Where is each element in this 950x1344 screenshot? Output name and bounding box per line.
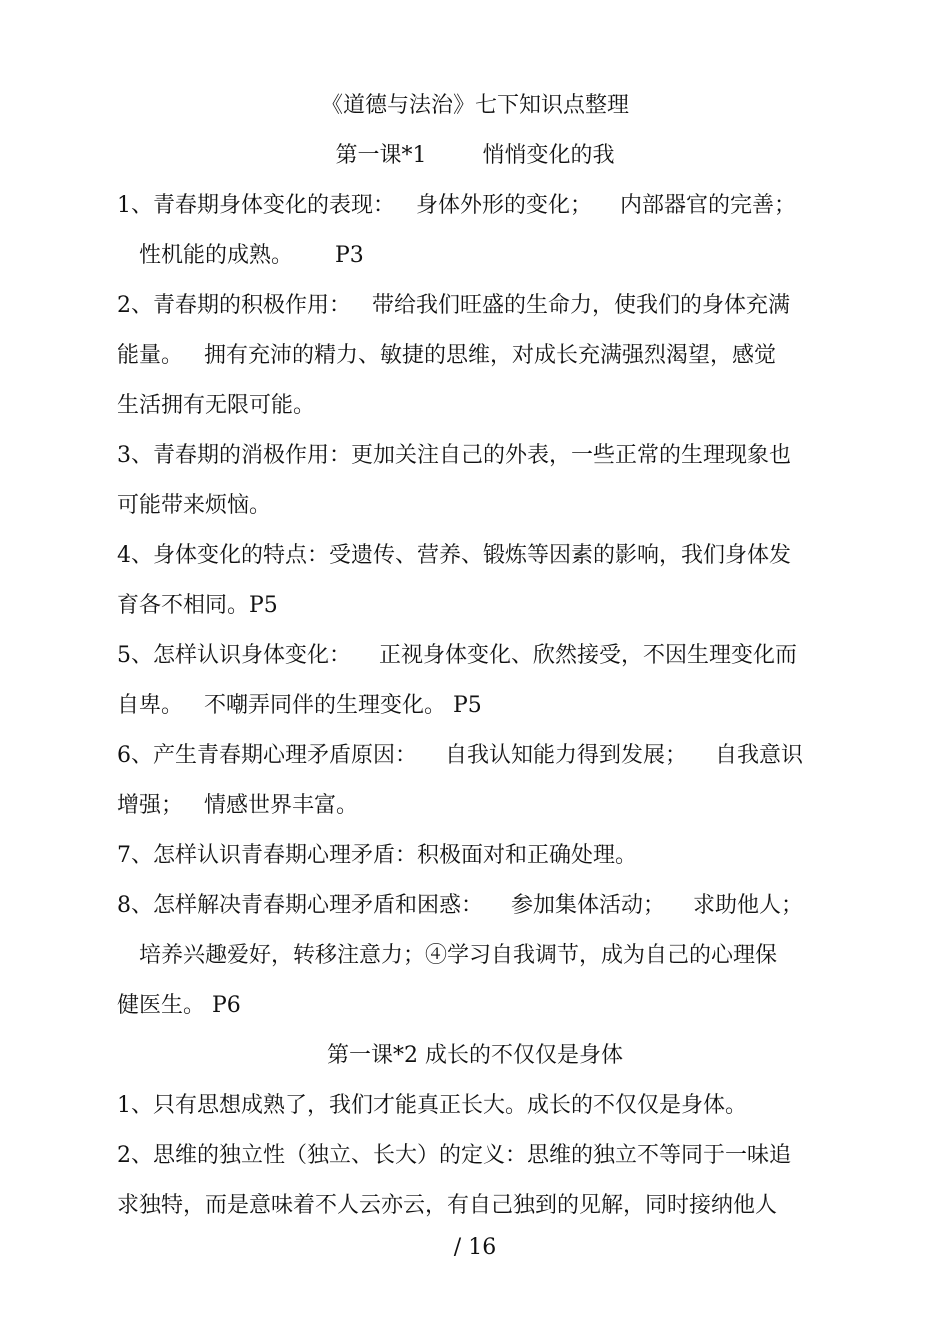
lesson1-line: 7、怎样认识青春期心理矛盾：积极面对和正确处理。 [117,843,637,868]
lesson2-line: 1、只有思想成熟了，我们才能真正长大。成长的不仅仅是身体。 [117,1093,747,1118]
lesson1-line: 生活拥有无限可能。 [117,393,316,418]
lesson1-line: 健医生。 P6 [117,993,241,1018]
document-title: 《道德与法治》七下知识点整理 [320,93,629,118]
lesson1-line: 育各不相同。P5 [117,593,278,618]
lesson2-line: 2、思维的独立性（独立、长大）的定义：思维的独立不等同于一味追 [117,1143,791,1168]
lesson1-line: 性机能的成熟。 P3 [139,243,364,268]
lesson1-line: 自卑。 不嘲弄同伴的生理变化。 P5 [117,693,482,718]
lesson1-heading: 第一课*1 悄悄变化的我 [335,143,615,168]
lesson1-line: 6、产生青春期心理矛盾原因： 自我认知能力得到发展； 自我意识 [117,743,803,768]
lesson2-line: 求独特，而是意味着不人云亦云，有自己独到的见解，同时接纳他人 [117,1193,778,1218]
lesson1-line: 4、身体变化的特点：受遗传、营养、锻炼等因素的影响，我们身体发 [117,543,791,568]
lesson1-line: 1、青春期身体变化的表现： 身体外形的变化； 内部器官的完善； [117,193,796,218]
lesson1-line: 可能带来烦恼。 [117,493,272,518]
lesson1-line: 5、怎样认识身体变化： 正视身体变化、欣然接受，不因生理变化而 [117,643,797,668]
lesson2-heading: 第一课*2 成长的不仅仅是身体 [327,1043,623,1068]
lesson1-line: 培养兴趣爱好，转移注意力；④学习自我调节，成为自己的心理保 [139,943,778,968]
lesson1-line: 2、青春期的积极作用： 带给我们旺盛的生命力，使我们的身体充满 [117,293,790,318]
page-number: / 16 [453,1235,497,1260]
lesson1-line: 8、怎样解决青春期心理矛盾和困惑： 参加集体活动； 求助他人； [117,893,803,918]
lesson1-line: 增强； 情感世界丰富。 [117,793,358,818]
lesson1-line: 3、青春期的消极作用：更加关注自己的外表，一些正常的生理现象也 [117,443,791,468]
lesson1-line: 能量。 拥有充沛的精力、敏捷的思维，对成长充满强烈渴望，感觉 [117,343,776,368]
